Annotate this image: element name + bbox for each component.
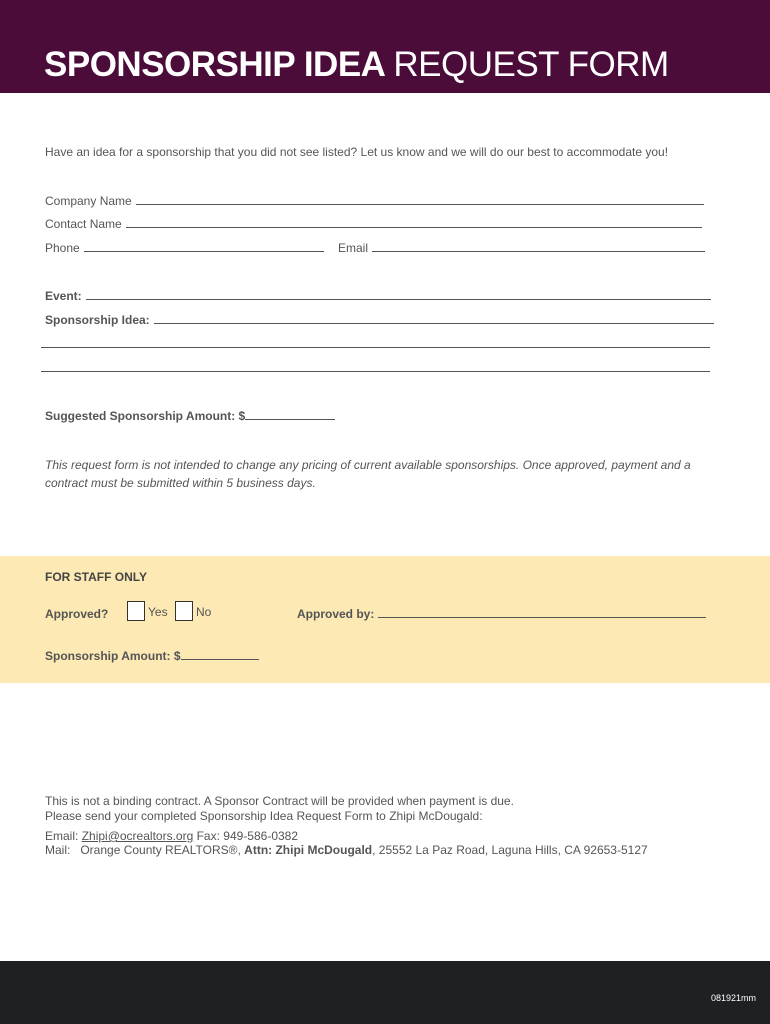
header-banner <box>0 0 770 93</box>
contact-name-label: Contact Name <box>45 217 122 231</box>
yes-checkbox[interactable] <box>127 601 145 621</box>
suggested-amount-field[interactable] <box>245 408 335 420</box>
contact-name-field[interactable] <box>126 216 702 228</box>
idea-extra-line[interactable] <box>41 347 710 348</box>
email-row <box>338 240 705 256</box>
phone-field[interactable] <box>84 240 324 252</box>
contact-email-label: Email: <box>45 829 79 843</box>
sponsorship-idea-field[interactable] <box>154 312 714 324</box>
yes-label: Yes <box>148 605 168 619</box>
no-checkbox[interactable] <box>175 601 193 621</box>
company-name-row <box>45 193 704 209</box>
intro-text: Have an idea for a sponsorship that you did not see listed? Let us know and we will do our best to accommodate you! <box>45 145 669 159</box>
mail-line <box>45 842 648 858</box>
suggested-amount-row <box>45 408 335 424</box>
approved-by-field[interactable] <box>378 606 706 618</box>
phone-label: Phone <box>45 241 80 255</box>
company-name-label: Company Name <box>45 194 132 208</box>
mail-org: Orange County REALTORS®, <box>80 843 241 857</box>
fax-number: 949-586-0382 <box>223 829 299 843</box>
sponsorship-idea-label: Sponsorship Idea: <box>45 313 150 327</box>
email-label: Email <box>338 241 369 255</box>
staff-heading: FOR STAFF ONLY <box>45 570 147 584</box>
staff-amount-field[interactable] <box>181 648 259 660</box>
document-code: 081921mm <box>710 993 756 1003</box>
staff-only-section <box>0 556 770 683</box>
company-name-field[interactable] <box>136 193 704 205</box>
contact-name-row <box>45 216 702 232</box>
mail-address: , 25552 La Paz Road, Laguna Hills, CA 92653-5127 <box>372 843 648 857</box>
page-title <box>44 44 669 86</box>
approved-by-row <box>297 606 706 622</box>
send-instructions: Please send your completed Sponsorship Idea Request Form to Zhipi McDougald: <box>45 809 483 823</box>
contact-email-link[interactable]: Zhipi@ocrealtors.org <box>81 829 194 843</box>
approved-no-option[interactable] <box>175 601 211 621</box>
staff-amount-row <box>45 648 259 664</box>
event-row <box>45 288 711 304</box>
event-label: Event: <box>45 289 82 303</box>
mail-attn: Attn: Zhipi McDougald <box>244 843 373 857</box>
approved-by-label: Approved by: <box>297 607 375 621</box>
mail-label: Mail: <box>45 843 71 857</box>
sponsorship-idea-row <box>45 312 714 328</box>
binding-note: This is not a binding contract. A Sponsor Contract will be provided when payment is due. <box>45 794 514 808</box>
idea-extra-line[interactable] <box>41 371 710 372</box>
phone-row <box>45 240 324 256</box>
title-light: REQUEST FORM <box>393 45 669 84</box>
pricing-notice: This request form is not intended to change any pricing of current available sponsorships. Once approved, payment and a contract must be submitted within 5 business days. <box>45 458 691 490</box>
title-bold: SPONSORSHIP IDEA <box>44 45 385 84</box>
fax-label: Fax: <box>196 829 220 843</box>
event-field[interactable] <box>86 288 711 300</box>
approved-question: Approved? <box>45 607 109 621</box>
email-field[interactable] <box>372 240 705 252</box>
suggested-amount-label: Suggested Sponsorship Amount: $ <box>45 409 246 423</box>
approved-yes-option[interactable] <box>127 601 168 621</box>
no-label: No <box>196 605 212 619</box>
staff-amount-label: Sponsorship Amount: $ <box>45 649 181 663</box>
footer-bar <box>0 961 770 1024</box>
